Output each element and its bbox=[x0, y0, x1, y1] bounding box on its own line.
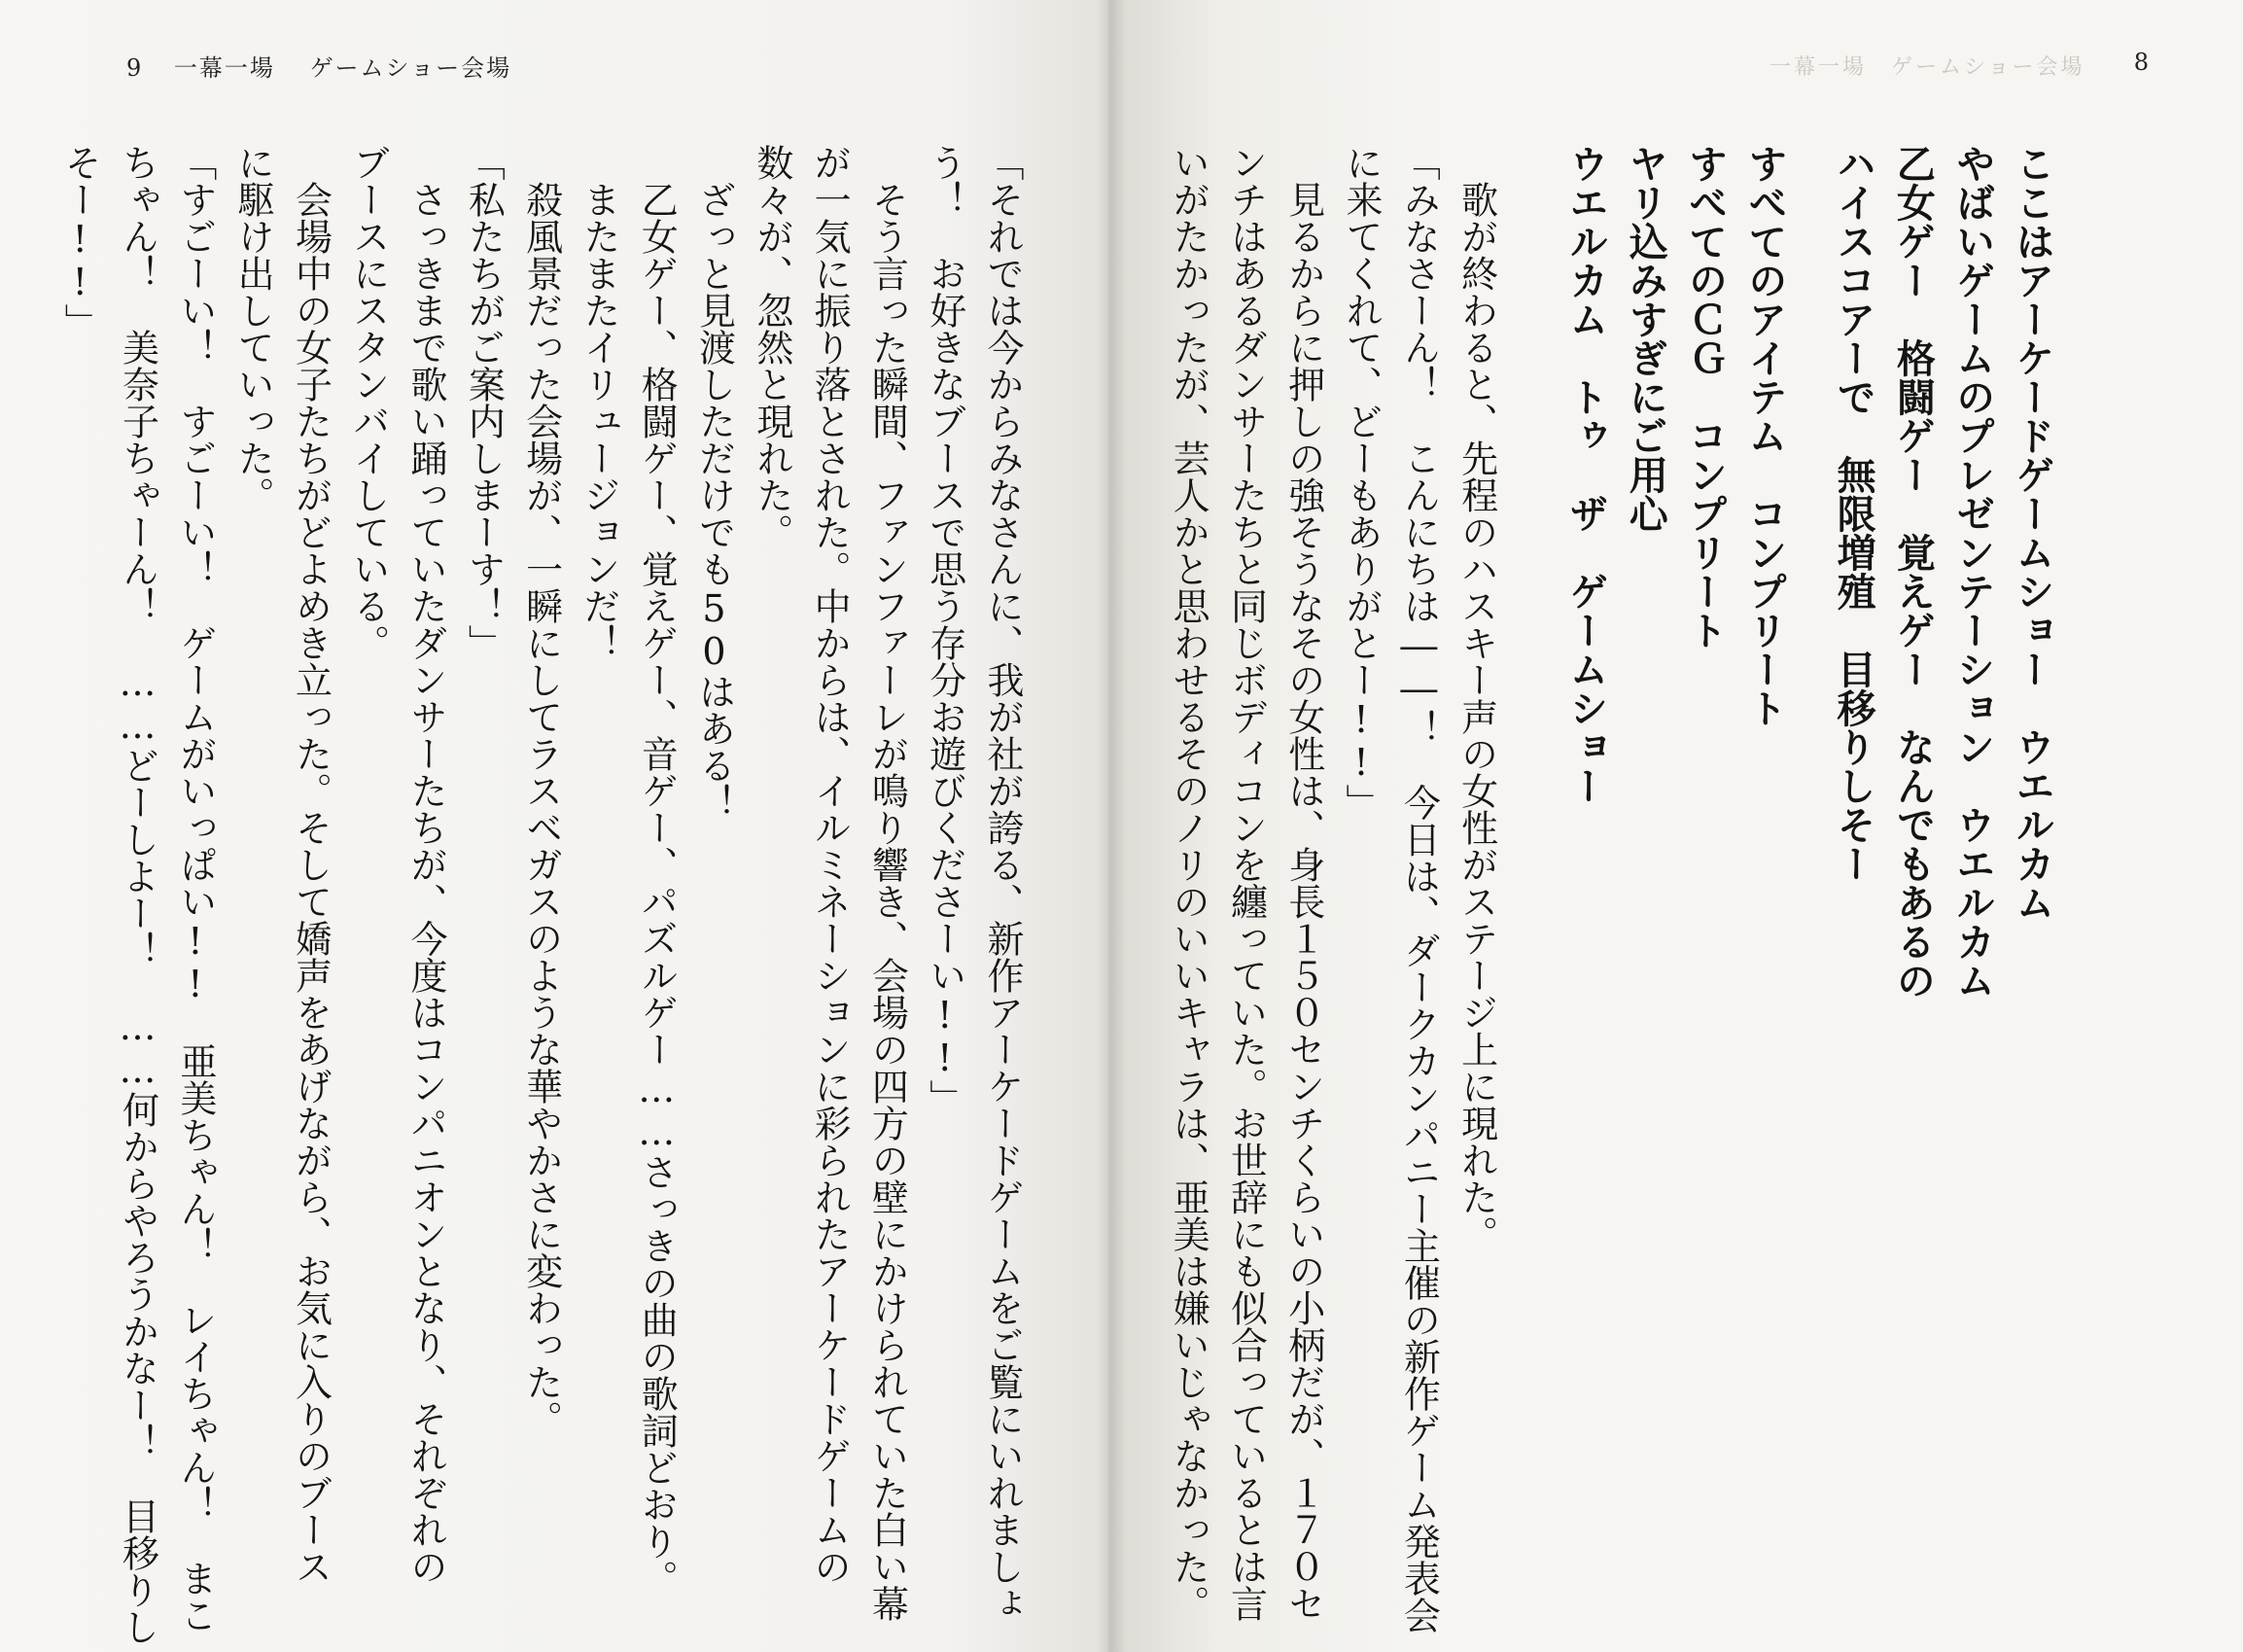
prose-line: ブースにスタンバイしている。 bbox=[346, 144, 390, 661]
prose-line: そー!!」 bbox=[58, 144, 102, 340]
prose-line: 乙女ゲー、格闘ゲー、覚えゲー、音ゲー、パズルゲー……さっきの曲の歌詞どおり。 bbox=[635, 144, 679, 1597]
left-page bbox=[0, 0, 1108, 1652]
left-page-number: 9 bbox=[126, 54, 144, 82]
left-chapter-subtitle: ゲームショー会場 bbox=[309, 54, 512, 82]
song-line: ウエルカム トゥ ザ ゲームショー bbox=[1562, 144, 1608, 805]
prose-line: 「私たちがご案内しまーす！」 bbox=[462, 144, 506, 661]
song-line: やばいゲームのプレゼンテーション ウエルカム bbox=[1949, 144, 1995, 1000]
right-body-text bbox=[1167, 144, 2054, 1634]
prose-line: 会場中の女子たちがどよめき立った。そして嬌声をあげながら、お気に入りのブース bbox=[289, 144, 333, 1585]
left-section-title: 一幕一場 bbox=[173, 54, 275, 82]
song-line: ハイスコアーで 無限増殖 目移りしそー bbox=[1831, 144, 1876, 883]
bleed-through-header: 一幕一場 ゲームショー会場 bbox=[1770, 55, 2085, 80]
song-line: ヤリ込みすぎにご用心 bbox=[1623, 144, 1668, 533]
prose-line: そう言った瞬間、ファンファーレが鳴り響き、会場の四方の壁にかけられていた白い幕 bbox=[865, 144, 909, 1622]
prose-line: ざっと見渡しただけでも50はある！ bbox=[692, 144, 736, 821]
prose-line: に駆け出していった。 bbox=[231, 144, 275, 513]
prose-line: ちゃん！ 美奈子ちゃーん！ ……どーしよー！ ……何からやろうかなー！ 目移りし bbox=[116, 144, 159, 1645]
right-page-number: 8 bbox=[2133, 49, 2151, 76]
prose-line: が一気に振り落とされた。中からは、イルミネーションに彩られたアーケードゲームの bbox=[808, 144, 852, 1585]
prose-line: う！ お好きなブースで思う存分お遊びくださーい!!」 bbox=[923, 144, 966, 1116]
prose-line: 「すごーい！ すごーい！ ゲームがいっぱい!! 亜美ちゃん！ レイちゃん！ まこ bbox=[173, 144, 217, 1634]
prose-line: さっきまで歌い踊っていたダンサーたちが、今度はコンパニオンとなり、それぞれの bbox=[404, 144, 448, 1585]
prose-line: またまたイリュージョンだ！ bbox=[577, 144, 620, 661]
prose-line: に来てくれて、どーもありがとー!!」 bbox=[1340, 144, 1384, 821]
prose-line: 歌が終わると、先程のハスキー声の女性がステージ上に現れた。 bbox=[1454, 144, 1498, 1252]
left-running-header bbox=[126, 49, 511, 83]
prose-line: いがたかったが、芸人かと思わせるそのノリのいいキャラは、亜美は嫌いじゃなかった。 bbox=[1167, 144, 1210, 1622]
prose-line: 見るからに押しの強そうなその女性は、身長１５０センチくらいの小柄だが、１７０セ bbox=[1281, 144, 1325, 1622]
prose-line: ンチはあるダンサーたちと同じボディコンを纏っていた。お世辞にも似合っているとは言 bbox=[1224, 144, 1268, 1622]
prose-line: 殺風景だった会場が、一瞬にしてラスベガスのような華やかさに変わった。 bbox=[519, 144, 563, 1437]
prose-line: 「それでは今からみなさんに、我が社が誇る、新作アーケードゲームをご覧にいれましょ bbox=[981, 144, 1024, 1622]
left-body-text bbox=[58, 144, 1024, 1645]
prose-line: 「みなさーん！ こんにちは――！ 今日は、ダークカンパニー主催の新作ゲーム発表会 bbox=[1397, 144, 1441, 1634]
song-line: 乙女ゲー 格闘ゲー 覚えゲー なんでもあるの bbox=[1890, 144, 1936, 1000]
song-line: ここはアーケードゲームショー ウエルカム bbox=[2010, 144, 2054, 922]
section-break bbox=[1495, 144, 1546, 1573]
song-line: すべてのＣＧ コンプリート bbox=[1682, 144, 1728, 650]
stanza-break bbox=[1784, 144, 1813, 1573]
prose-line: 数々が、忽然と現れた。 bbox=[750, 144, 793, 550]
song-line: すべてのアイテム コンプリート bbox=[1741, 144, 1787, 727]
book-gutter bbox=[1097, 0, 1126, 1652]
song-lyrics bbox=[1562, 144, 2054, 1573]
